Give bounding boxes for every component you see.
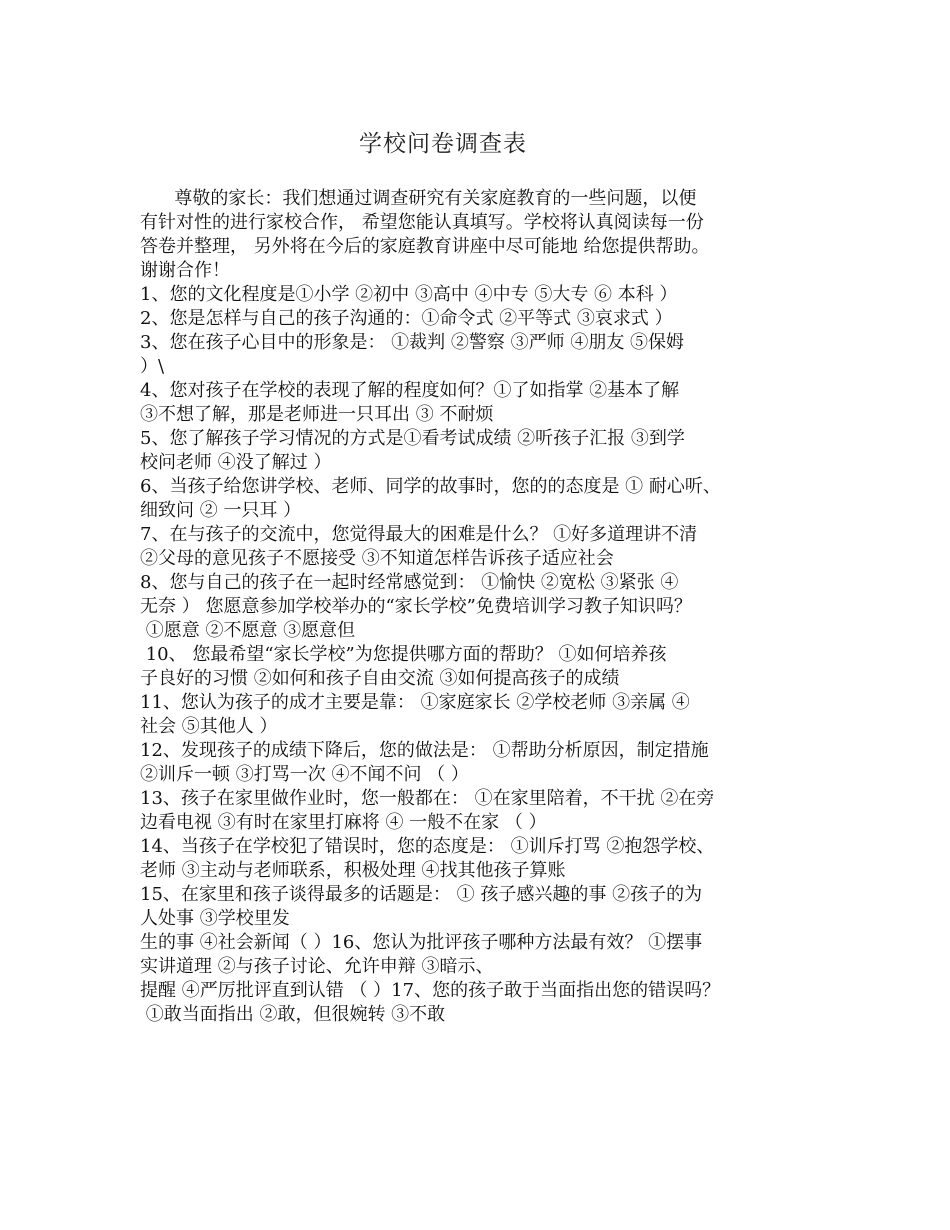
question-line: 12、发现孩子的成绩下降后，您的做法是： ①帮助分析原因，制定措施 <box>140 740 709 761</box>
question-line: 边看电视 ③有时在家里打麻将 ④ 一般不在家 （ ） <box>140 812 547 833</box>
question-line: ①愿意 ②不愿意 ③愿意但 <box>140 620 356 641</box>
question-line: 7、在与孩子的交流中，您觉得最大的困难是什么？ ①好多道理讲不清 <box>140 524 698 545</box>
question-line: ③不想了解，那是老师进一只耳出 ③ 不耐烦 <box>140 404 494 425</box>
questionnaire-body <box>140 187 830 1027</box>
question-line: 校问老师 ④没了解过 ） <box>140 452 332 473</box>
question-line: 14、当孩子在学校犯了错误时，您的态度是： ①训斥打骂 ②抱怨学校、 <box>140 836 715 857</box>
question-line: 1、您的文化程度是①小学 ②初中 ③高中 ④中专 ⑤大专 ⑥ 本科 ） <box>140 284 678 305</box>
question-line: 人处事 ③学校里发 <box>140 908 290 929</box>
question-line: 4、您对孩子在学校的表现了解的程度如何？①了如指掌 ②基本了解 <box>140 380 680 401</box>
question-line: 提醒 ④严厉批评直到认错 （ ）17、您的孩子敢于当面指出您的错误吗？ <box>140 980 721 1001</box>
question-line: ）\ <box>140 356 165 377</box>
intro-line: 有针对性的进行家校合作， 希望您能认真填写。学校将认真阅读每一份 <box>140 212 704 233</box>
question-line: 3、您在孩子心目中的形象是： ①裁判 ②警察 ③严师 ④朋友 ⑤保姆 <box>140 332 685 353</box>
question-line: 5、您了解孩子学习情况的方式是①看考试成绩 ②听孩子汇报 ③到学 <box>140 428 685 449</box>
question-line: 8、您与自己的孩子在一起时经常感觉到： ①愉快 ②宽松 ③紧张 ④ <box>140 572 679 593</box>
page-title: 学校问卷调查表 <box>359 131 527 157</box>
question-line: ②训斥一顿 ③打骂一次 ④不闻不问 （ ） <box>140 764 469 785</box>
question-line: 生的事 ④社会新闻（ ）16、您认为批评孩子哪种方法最有效？ ①摆事 <box>140 932 703 953</box>
question-line: 细致问 ② 一只耳 ） <box>140 500 302 521</box>
question-line: 6、当孩子给您讲学校、老师、同学的故事时，您的的态度是 ① 耐心听、 <box>140 476 721 497</box>
question-line: 子良好的习惯 ②如何和孩子自由交流 ③如何提高孩子的成绩 <box>140 668 620 689</box>
intro-line: 尊敬的家长：我们想通过调查研究有关家庭教育的一些问题，以便 <box>140 188 697 209</box>
question-line: 社会 ⑤其他人 ） <box>140 716 278 737</box>
question-line: 2、您是怎样与自己的孩子沟通的：①命令式 ②平等式 ③哀求式 ） <box>140 308 673 329</box>
intro-line: 谢谢合作！ <box>140 260 230 281</box>
question-line: 10、 您最希望“家长学校”为您提供哪方面的帮助？ ①如何培养孩 <box>140 644 667 665</box>
question-line: 实讲道理 ②与孩子讨论、允许申辩 ③暗示、 <box>140 956 494 977</box>
question-line: 11、您认为孩子的成才主要是靠： ①家庭家长 ②学校老师 ③亲属 ④ <box>140 692 690 713</box>
intro-line: 答卷并整理， 另外将在今后的家庭教育讲座中尽可能地 给您提供帮助。 <box>140 236 710 257</box>
question-line: 无奈 ） 您愿意参加学校举办的“家长学校”免费培训学习教子知识吗？ <box>140 596 692 617</box>
question-line: 13、孩子在家里做作业时，您一般都在： ①在家里陪着，不干扰 ②在旁 <box>140 788 715 809</box>
question-line: ②父母的意见孩子不愿接受 ③不知道怎样告诉孩子适应社会 <box>140 548 614 569</box>
question-line: 老师 ③主动与老师联系，积极处理 ④找其他孩子算账 <box>140 860 566 881</box>
question-line: ①敢当面指出 ②敢，但很婉转 ③不敢 <box>140 1004 446 1025</box>
question-line: 15、在家里和孩子谈得最多的话题是： ① 孩子感兴趣的事 ②孩子的为 <box>140 884 703 905</box>
